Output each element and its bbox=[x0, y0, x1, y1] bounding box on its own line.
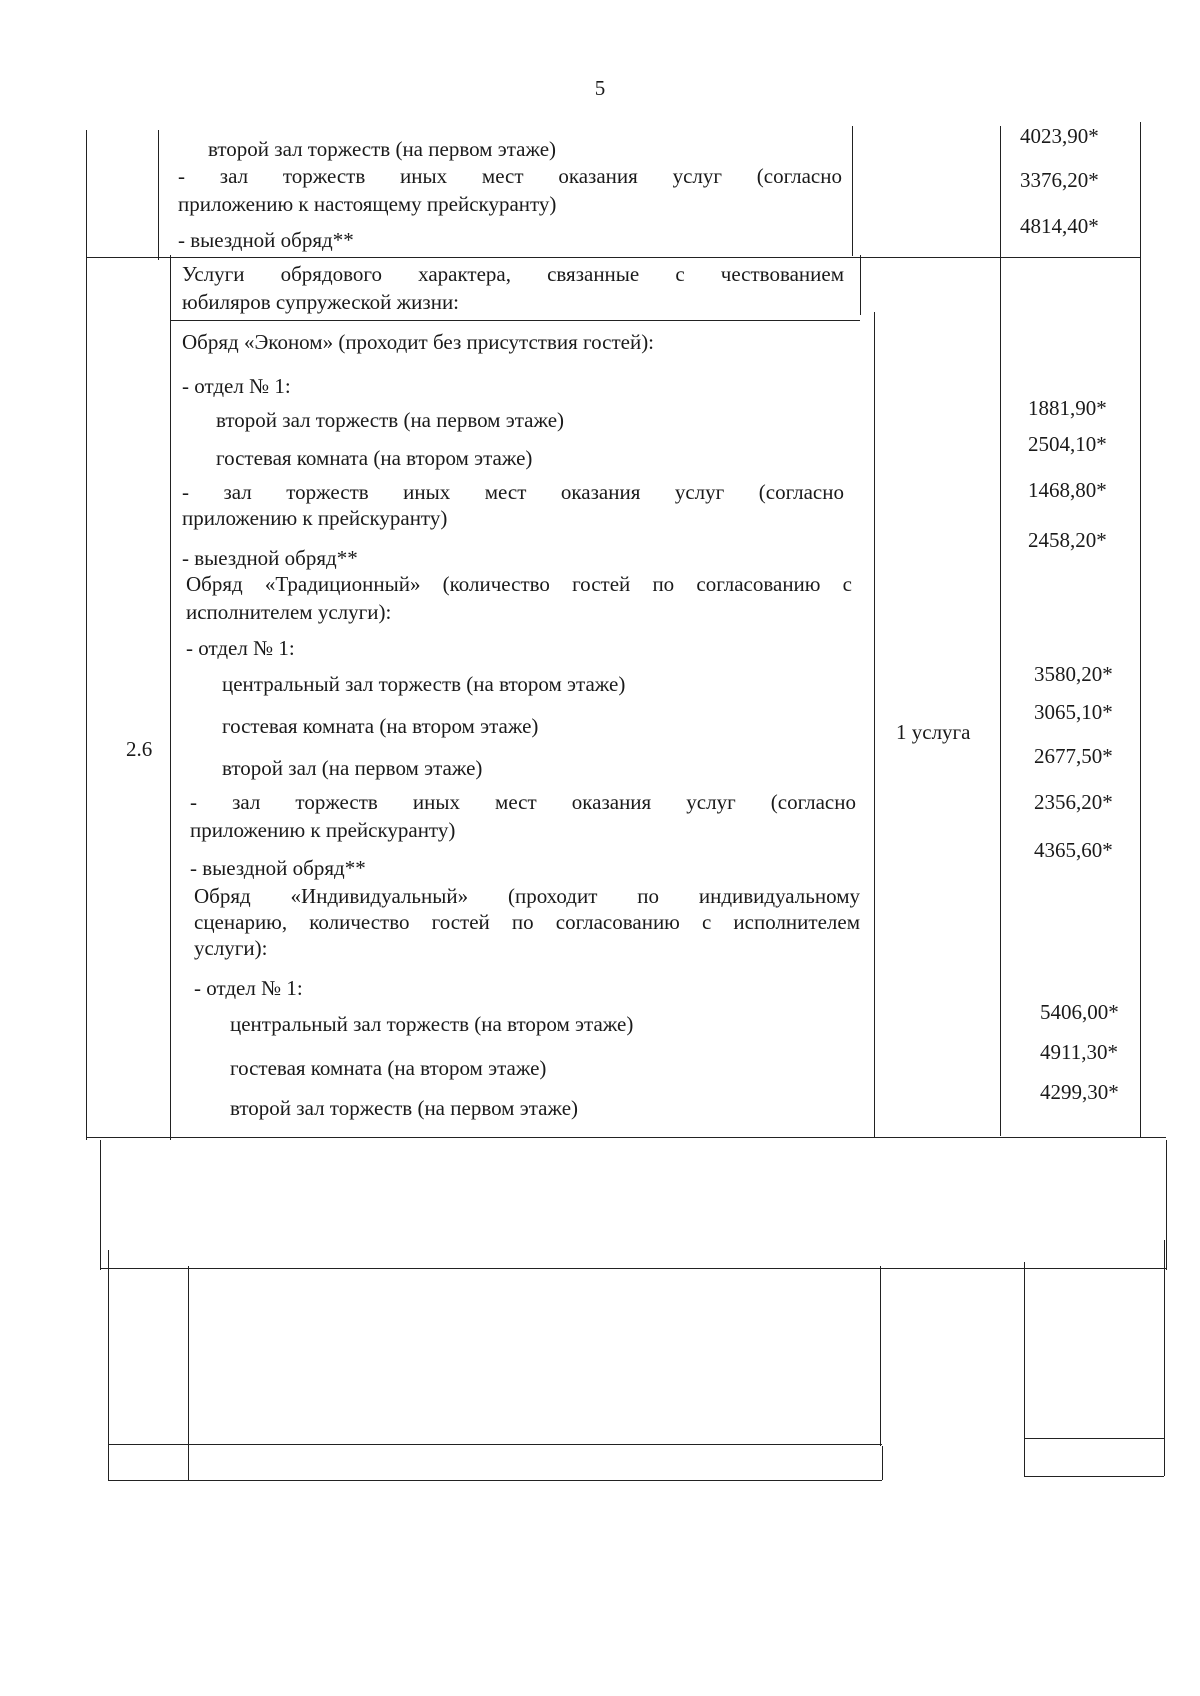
column-divider bbox=[882, 1446, 883, 1480]
table-border-left-lower bbox=[108, 1250, 109, 1480]
service-line: Обряд «Традиционный» (количество гостей по согласованию с bbox=[186, 572, 852, 596]
price-value: 1881,90* bbox=[1028, 396, 1107, 420]
service-line: - отдел № 1: bbox=[186, 636, 295, 660]
row-divider bbox=[86, 257, 1140, 258]
column-divider bbox=[852, 126, 853, 256]
service-line: - зал торжеств иных мест оказания услуг (согласно bbox=[190, 790, 856, 814]
service-line: - выездной обряд** bbox=[182, 546, 358, 570]
table-border-left bbox=[86, 130, 87, 1140]
service-line: приложению к настоящему прейскуранту) bbox=[178, 192, 557, 216]
service-line: - выездной обряд** bbox=[190, 856, 366, 880]
service-line: - отдел № 1: bbox=[182, 374, 291, 398]
service-line: - выездной обряд** bbox=[178, 228, 354, 252]
price-value: 3065,10* bbox=[1034, 700, 1113, 724]
service-line: гостевая комната (на втором этаже) bbox=[230, 1056, 547, 1080]
service-line: - зал торжеств иных мест оказания услуг (согласно bbox=[182, 480, 844, 504]
table-border-right bbox=[1140, 122, 1141, 1138]
price-value: 4299,30* bbox=[1040, 1080, 1119, 1104]
price-value: 2677,50* bbox=[1034, 744, 1113, 768]
service-line: сценарию, количество гостей по согласованию с исполнителем bbox=[194, 910, 860, 934]
service-line: исполнителем услуги): bbox=[186, 600, 392, 624]
service-line: Обряд «Индивидуальный» (проходит по индивидуальному bbox=[194, 884, 860, 908]
service-line: второй зал торжеств (на первом этаже) bbox=[230, 1096, 579, 1120]
row-divider bbox=[108, 1480, 882, 1481]
table-border-right-lower bbox=[1164, 1240, 1165, 1476]
price-value: 5406,00* bbox=[1040, 1000, 1119, 1024]
price-value: 2504,10* bbox=[1028, 432, 1107, 456]
service-line: приложению к прейскуранту) bbox=[182, 506, 448, 530]
column-divider bbox=[1000, 126, 1001, 1136]
row-divider bbox=[86, 1137, 1166, 1138]
price-value: 3376,20* bbox=[1020, 168, 1099, 192]
price-value: 3580,20* bbox=[1034, 662, 1113, 686]
service-line: центральный зал торжеств (на втором этаже) bbox=[222, 672, 626, 696]
price-value: 2458,20* bbox=[1028, 528, 1107, 552]
service-line: приложению к прейскуранту) bbox=[190, 818, 456, 842]
service-line: - отдел № 1: bbox=[194, 976, 303, 1000]
price-value: 2356,20* bbox=[1034, 790, 1113, 814]
price-value: 4023,90* bbox=[1020, 124, 1099, 148]
column-divider bbox=[860, 255, 861, 315]
row-divider bbox=[1024, 1476, 1164, 1477]
price-value: 1468,80* bbox=[1028, 478, 1107, 502]
row-number: 2.6 bbox=[126, 737, 153, 761]
row-divider bbox=[100, 1268, 1166, 1269]
column-divider bbox=[170, 255, 171, 1140]
price-value: 4814,40* bbox=[1020, 214, 1099, 238]
page-number: 5 bbox=[594, 76, 606, 100]
unit-label: 1 услуга bbox=[896, 720, 971, 744]
service-line: второй зал торжеств (на первом этаже) bbox=[216, 408, 565, 432]
table-border-right-section bbox=[1166, 1140, 1167, 1270]
service-line: второй зал (на первом этаже) bbox=[222, 756, 483, 780]
column-divider bbox=[158, 130, 159, 260]
service-line: гостевая комната (на втором этаже) bbox=[216, 446, 533, 470]
service-line: центральный зал торжеств (на втором этаже) bbox=[230, 1012, 634, 1036]
section-header-line: юбиляров супружеской жизни: bbox=[182, 290, 460, 314]
column-divider bbox=[188, 1266, 189, 1480]
service-line: второй зал торжеств (на первом этаже) bbox=[208, 137, 557, 161]
price-value: 4365,60* bbox=[1034, 838, 1113, 862]
table-border-left-section bbox=[100, 1140, 101, 1270]
row-divider bbox=[1024, 1438, 1164, 1439]
row-divider bbox=[170, 320, 860, 321]
service-line: гостевая комната (на втором этаже) bbox=[222, 714, 539, 738]
section-header-line: Услуги обрядового характера, связанные с чествованием bbox=[182, 262, 844, 286]
service-line: услуги): bbox=[194, 936, 268, 960]
column-divider bbox=[880, 1266, 881, 1446]
column-divider bbox=[874, 312, 875, 1138]
service-line: Обряд «Эконом» (проходит без присутствия гостей): bbox=[182, 330, 655, 354]
row-divider bbox=[108, 1444, 882, 1445]
price-value: 4911,30* bbox=[1040, 1040, 1118, 1064]
column-divider bbox=[1024, 1262, 1025, 1476]
service-line: - зал торжеств иных мест оказания услуг (согласно bbox=[178, 164, 842, 188]
